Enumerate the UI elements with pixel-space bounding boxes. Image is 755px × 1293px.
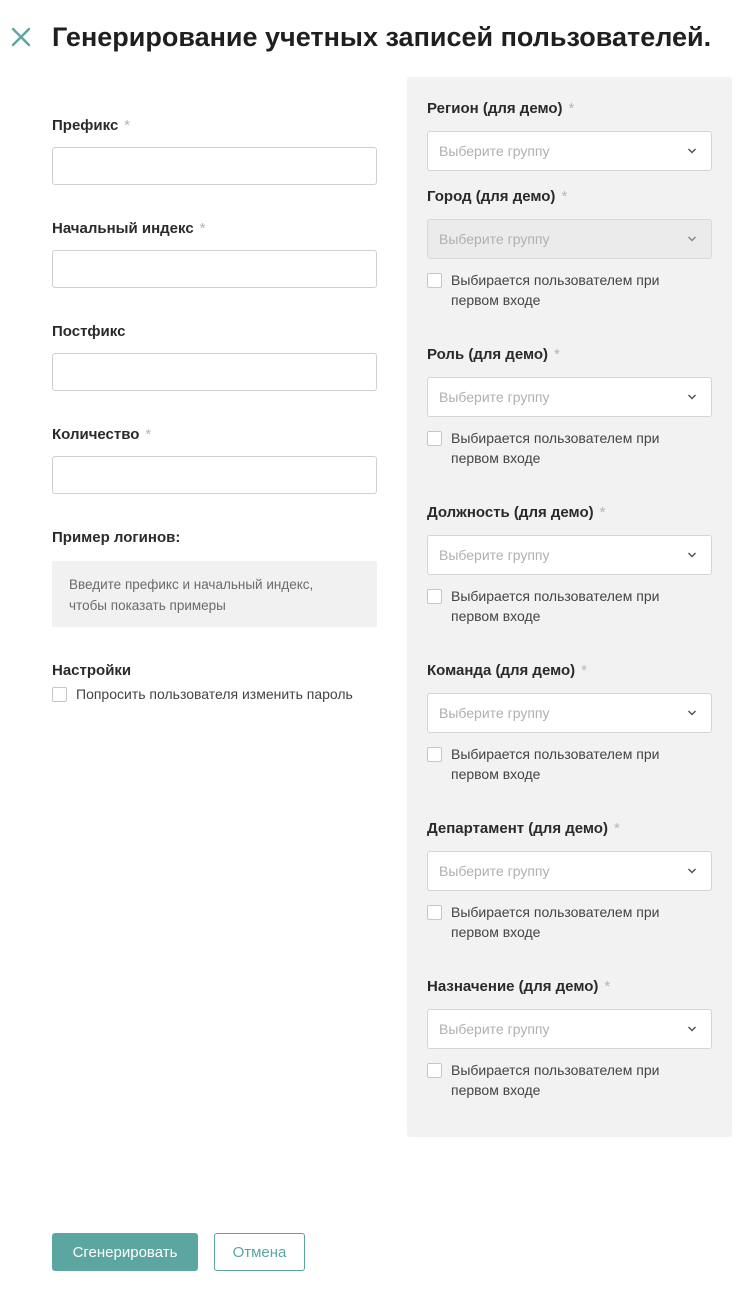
city-user-choice-label: Выбирается пользователем при первом входе bbox=[451, 272, 660, 308]
assignment-select-placeholder: Выберите группу bbox=[439, 1021, 550, 1037]
required-mark: * bbox=[199, 220, 206, 237]
city-select[interactable] bbox=[427, 219, 712, 259]
chevron-down-icon bbox=[687, 147, 697, 155]
required-mark: * bbox=[599, 504, 606, 521]
position-select-placeholder: Выберите группу bbox=[439, 547, 550, 563]
city-group bbox=[427, 187, 712, 310]
assignment-group bbox=[427, 977, 712, 1100]
role-user-choice-checkbox[interactable] bbox=[427, 431, 442, 446]
account-form bbox=[52, 116, 377, 704]
assignment-user-choice-checkbox[interactable] bbox=[427, 1063, 442, 1078]
role-select-placeholder: Выберите группу bbox=[439, 389, 550, 405]
prefix-field-group bbox=[52, 116, 377, 185]
count-field-group bbox=[52, 425, 377, 494]
team-user-choice-label: Выбирается пользователем при первом входе bbox=[451, 746, 660, 782]
region-select[interactable] bbox=[427, 131, 712, 171]
city-user-choice-option[interactable] bbox=[427, 272, 712, 310]
required-mark: * bbox=[561, 188, 568, 205]
region-select-placeholder: Выберите группу bbox=[439, 143, 550, 159]
demo-groups-panel bbox=[407, 77, 732, 1137]
chevron-down-icon bbox=[687, 709, 697, 717]
required-mark: * bbox=[581, 662, 587, 679]
city-label: Город (для демо) * bbox=[427, 188, 568, 205]
position-user-choice-option[interactable] bbox=[427, 588, 712, 626]
close-button[interactable] bbox=[10, 26, 32, 48]
login-example-label: Пример логинов: bbox=[52, 529, 181, 546]
ask-change-password-option[interactable] bbox=[52, 686, 377, 704]
settings-title: Настройки bbox=[52, 662, 132, 679]
city-user-choice-checkbox[interactable] bbox=[427, 273, 442, 288]
department-group bbox=[427, 819, 712, 942]
team-user-choice-option[interactable] bbox=[427, 746, 712, 784]
department-user-choice-checkbox[interactable] bbox=[427, 905, 442, 920]
role-label: Роль (для демо) * bbox=[427, 346, 560, 363]
chevron-down-icon bbox=[687, 867, 697, 875]
team-select[interactable] bbox=[427, 693, 712, 733]
required-mark: * bbox=[124, 117, 131, 134]
ask-change-password-label: Попросить пользователя изменить пароль bbox=[76, 686, 353, 702]
count-label: Количество * bbox=[52, 426, 152, 443]
start-index-input[interactable] bbox=[52, 250, 377, 288]
required-mark: * bbox=[604, 978, 611, 995]
close-icon bbox=[10, 26, 32, 48]
page-title: Генерирование учетных записей пользователей. bbox=[52, 22, 712, 52]
team-group bbox=[427, 661, 712, 784]
login-example-text-line2: чтобы показать примеры bbox=[69, 598, 226, 613]
postfix-label: Постфикс bbox=[52, 323, 126, 340]
postfix-field-group bbox=[52, 322, 377, 391]
postfix-input[interactable] bbox=[52, 353, 377, 391]
position-user-choice-label: Выбирается пользователем при первом входе bbox=[451, 588, 660, 624]
chevron-down-icon bbox=[687, 1025, 697, 1033]
department-user-choice-label: Выбирается пользователем при первом входе bbox=[451, 904, 660, 940]
prefix-label: Префикс * bbox=[52, 117, 131, 134]
position-select[interactable] bbox=[427, 535, 712, 575]
team-select-placeholder: Выберите группу bbox=[439, 705, 550, 721]
role-select[interactable] bbox=[427, 377, 712, 417]
city-select-placeholder: Выберите группу bbox=[439, 231, 550, 247]
department-user-choice-option[interactable] bbox=[427, 904, 712, 942]
assignment-label: Назначение (для демо) * bbox=[427, 978, 611, 995]
department-select-placeholder: Выберите группу bbox=[439, 863, 550, 879]
start-index-field-group bbox=[52, 219, 377, 288]
team-label: Команда (для демо) * bbox=[427, 662, 587, 679]
ask-change-password-checkbox[interactable] bbox=[52, 687, 67, 702]
login-example-text-line1: Введите префикс и начальный индекс, bbox=[69, 577, 314, 592]
assignment-user-choice-option[interactable] bbox=[427, 1062, 712, 1100]
team-user-choice-checkbox[interactable] bbox=[427, 747, 442, 762]
required-mark: * bbox=[145, 426, 152, 443]
region-group bbox=[427, 99, 712, 171]
role-user-choice-label: Выбирается пользователем при первом входе bbox=[451, 430, 660, 466]
department-select[interactable] bbox=[427, 851, 712, 891]
cancel-button[interactable]: Отмена bbox=[214, 1233, 305, 1271]
chevron-down-icon bbox=[687, 393, 697, 401]
position-group bbox=[427, 503, 712, 626]
count-input[interactable] bbox=[52, 456, 377, 494]
chevron-down-icon bbox=[687, 235, 697, 243]
chevron-down-icon bbox=[687, 551, 697, 559]
assignment-select[interactable] bbox=[427, 1009, 712, 1049]
generate-button[interactable]: Сгенерировать bbox=[52, 1233, 198, 1271]
role-group bbox=[427, 345, 712, 468]
start-index-label: Начальный индекс * bbox=[52, 220, 206, 237]
prefix-input[interactable] bbox=[52, 147, 377, 185]
position-user-choice-checkbox[interactable] bbox=[427, 589, 442, 604]
region-label: Регион (для демо) * bbox=[427, 100, 575, 117]
assignment-user-choice-label: Выбирается пользователем при первом входе bbox=[451, 1062, 660, 1098]
required-mark: * bbox=[568, 100, 575, 117]
login-example-box bbox=[52, 561, 377, 627]
department-label: Департамент (для демо) * bbox=[427, 820, 620, 837]
required-mark: * bbox=[613, 820, 620, 837]
role-user-choice-option[interactable] bbox=[427, 430, 712, 468]
position-label: Должность (для демо) * bbox=[427, 504, 606, 521]
required-mark: * bbox=[554, 346, 560, 363]
